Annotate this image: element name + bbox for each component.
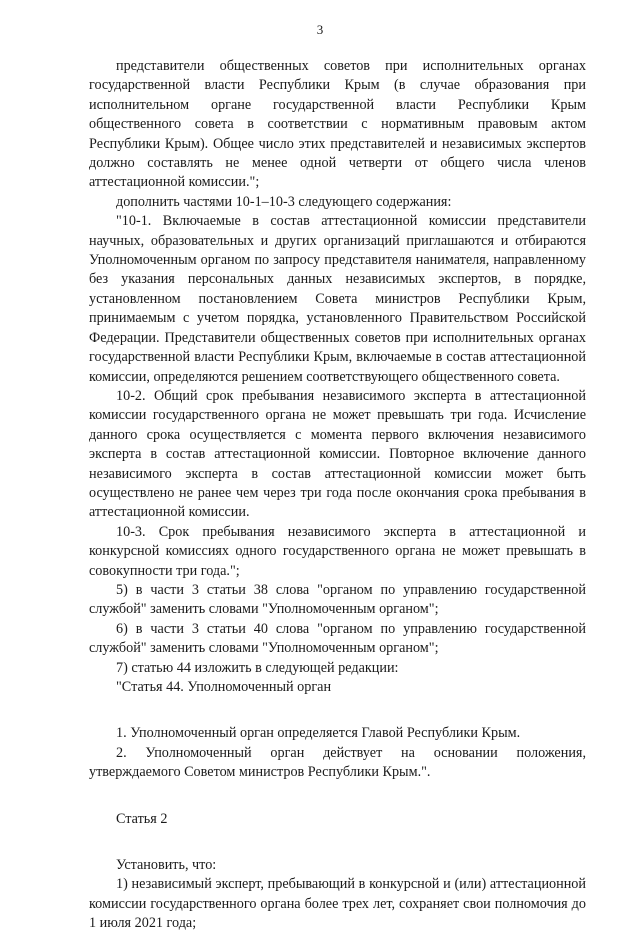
article-2-item-1: 1) независимый эксперт, пребывающий в конкурсной и (или) аттестационной комиссии государственного органа более трех лет, сохраняет свои полномочия до 1 июля 2021 года; bbox=[89, 876, 586, 932]
article-2-heading: Статья 2 bbox=[116, 810, 168, 827]
article-2-intro: Установить, что: bbox=[116, 857, 217, 874]
paragraph-part-10-2: 10-2. Общий срок пребывания независимого эксперта в аттестационной комиссии государственного органа не может превышать три года. Исчисление данного срока осуществляется с момента первого включения независимого эксперта в состав аттестационной комиссии. Повторное включение данного независимого эксперта в состав аттестационной комиссии может быть осуществлено не ранее чем через три года после окончания срока пребывания в аттестационной комиссии. bbox=[89, 387, 586, 521]
paragraph-council-representatives: представители общественных советов при исполнительных органах государственной власти Республики Крым (в случае образования при исполнительном органе государственной власти Республики Крым общественного совета в соответствии с нормативным правовым актом Республики Крым). Общее число этих представителей и независимых экспертов должно составлять не менее одной четверти от общего числа членов аттестационной комиссии."; bbox=[89, 58, 586, 191]
article-44-part-1: 1. Уполномоченный орган определяется Главой Республики Крым. bbox=[116, 725, 521, 742]
document-body bbox=[89, 57, 586, 934]
article-44-heading: "Статья 44. Уполномоченный орган bbox=[116, 679, 332, 695]
article-44-part-2: 2. Уполномоченный орган действует на основании положения, утверждаемого Советом министров Республики Крым.". bbox=[89, 744, 586, 781]
paragraph-item-5: 5) в части 3 статьи 38 слова "органом по управлению государственной службой" заменить словами "Уполномоченным органом"; bbox=[89, 581, 586, 618]
paragraph-item-7: 7) статью 44 изложить в следующей редакции: bbox=[116, 659, 399, 676]
paragraph-part-10-3: 10-3. Срок пребывания независимого эксперта в аттестационной и конкурсной комиссиях одного государственного органа не может превышать в совокупности три года."; bbox=[89, 523, 586, 579]
paragraph-item-6: 6) в части 3 статьи 40 слова "органом по управлению государственной службой" заменить словами "Уполномоченным органом"; bbox=[89, 620, 586, 657]
paragraph-part-10-1: "10-1. Включаемые в состав аттестационной комиссии представители научных, образовательных и других организаций приглашаются и отбираются Уполномоченным органом по запросу представителя нанимателя, направленному без указания персональных данных независимых экспертов, в порядке, установленном постановлением Совета министров Республики Крым, принимаемым с учетом порядка, установленного Правительством Российской Федерации. Представители общественных советов при исполнительных органах государственной власти Республики Крым, включаемые в состав аттестационной комиссии, определяются решением соответствующего общественного совета. bbox=[89, 213, 586, 385]
paragraph-add-parts: дополнить частями 10-1–10-3 следующего содержания: bbox=[116, 193, 452, 210]
page-number: 3 bbox=[316, 22, 324, 37]
